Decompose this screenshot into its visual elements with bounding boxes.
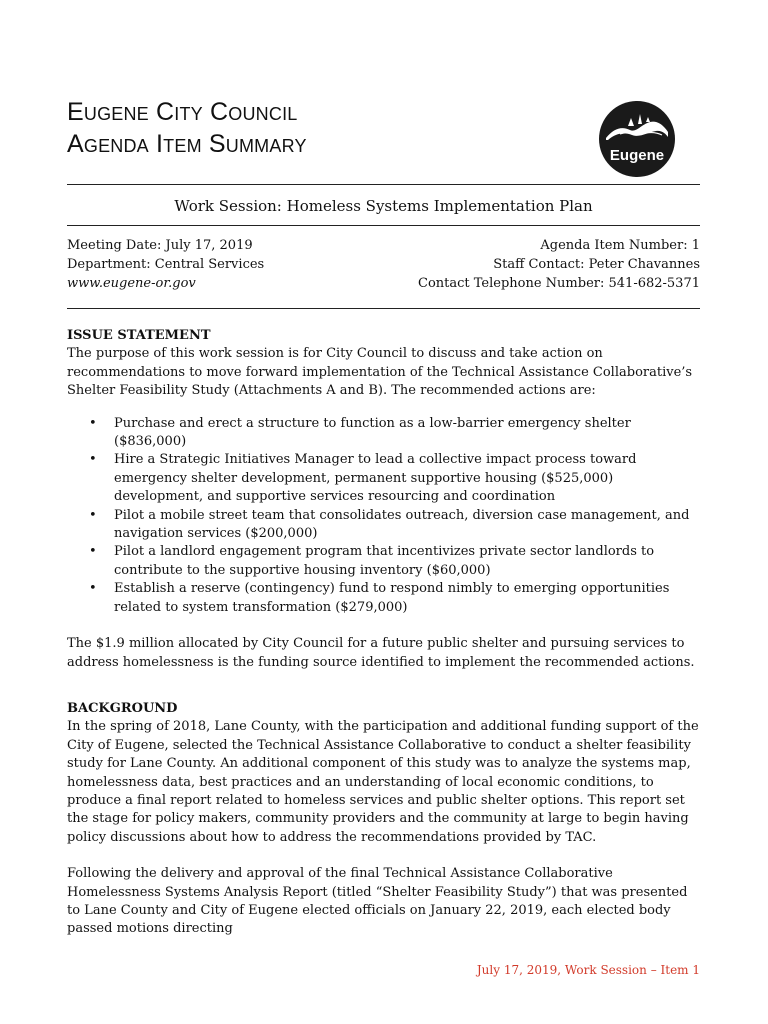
bullet-icon: •: [89, 544, 97, 560]
bullet-icon: •: [89, 452, 97, 468]
title-line-1: Eugene City Council: [67, 98, 298, 126]
title-line-2: Agenda Item Summary: [67, 130, 307, 158]
bullet-icon: •: [89, 581, 97, 597]
header-rule-bottom: [67, 308, 700, 309]
meta-left-block: [67, 236, 264, 293]
list-item: • Pilot a landlord engagement program that incentivizes private sector landlords to contribute to the supportive housing inventory ($60,000): [89, 544, 655, 578]
document-title: [67, 96, 307, 160]
document-body: [67, 327, 703, 939]
page-footer: July 17, 2019, Work Session – Item 1: [476, 963, 700, 977]
list-item: • Hire a Strategic Initiatives Manager to lead a collective impact process toward emergency shelter development, permanent supportive housing ($525,000) development, and supportive services resourcing and coordination: [89, 452, 637, 505]
issue-statement-intro: The purpose of this work session is for City Council to discuss and take action on recommendations to move forward implementation of the Technical Assistance Collaborative’s Shelter Feasibility Study (Attachments A and B). The recommended actions are:: [67, 346, 693, 399]
logo-text: Eugene: [609, 147, 665, 164]
bullet-icon: •: [89, 507, 97, 523]
list-item: • Purchase and erect a structure to function as a low-barrier emergency shelter ($836,000): [89, 415, 631, 450]
funding-paragraph: The $1.9 million allocated by City Council for a future public shelter and pursuing services to address homelessness is the funding source identified to implement the recommended actions.: [67, 636, 695, 670]
website-link[interactable]: www.eugene-or.gov: [67, 276, 196, 291]
bullet-icon: •: [89, 415, 97, 431]
background-paragraph-2: Following the delivery and approval of the final Technical Assistance Collaborative Homelessness Systems Analysis Report (titled “Shelter Feasibility Study”) that was presented to Lane County and City of Eugene elected officials on January 22, 2019, each elected body passed motions directing: [67, 866, 688, 937]
meeting-date: Meeting Date: July 17, 2019: [67, 238, 253, 253]
agenda-item-number: Agenda Item Number: 1: [540, 238, 700, 253]
department: Department: Central Services: [67, 257, 265, 272]
list-item: • Pilot a mobile street team that consolidates outreach, diversion case management, and navigation services ($200,000): [89, 507, 690, 542]
header-rule-middle: [67, 225, 700, 226]
background-heading: BACKGROUND: [67, 700, 178, 716]
background-paragraph-1: In the spring of 2018, Lane County, with the participation and additional funding support of the City of Eugene, selected the Technical Assistance Collaborative to conduct a shelter feasibility study for Lane County. An additional component of this study was to analyze the systems map, homelessness data, best practices and an understanding of local economic conditions, to produce a final report related to homeless services and public shelter options. This report set the stage for policy makers, community providers and the community at large to begin having policy discussions about how to address the recommendations provided by TAC.: [67, 719, 699, 845]
eugene-city-logo-icon: [598, 100, 676, 178]
meta-right-block: [418, 236, 700, 293]
list-item: • Establish a reserve (contingency) fund to respond nimbly to emerging opportunities related to system transformation ($279,000): [89, 581, 670, 615]
issue-statement-heading: ISSUE STATEMENT: [67, 328, 211, 343]
header-rule-top: [67, 184, 700, 185]
recommended-actions-list: [67, 415, 703, 617]
work-session-subject: Work Session: Homeless Systems Implementation Plan: [174, 197, 593, 215]
contact-telephone: Contact Telephone Number: 541-682-5371: [418, 276, 700, 291]
staff-contact: Staff Contact: Peter Chavannes: [493, 257, 700, 272]
